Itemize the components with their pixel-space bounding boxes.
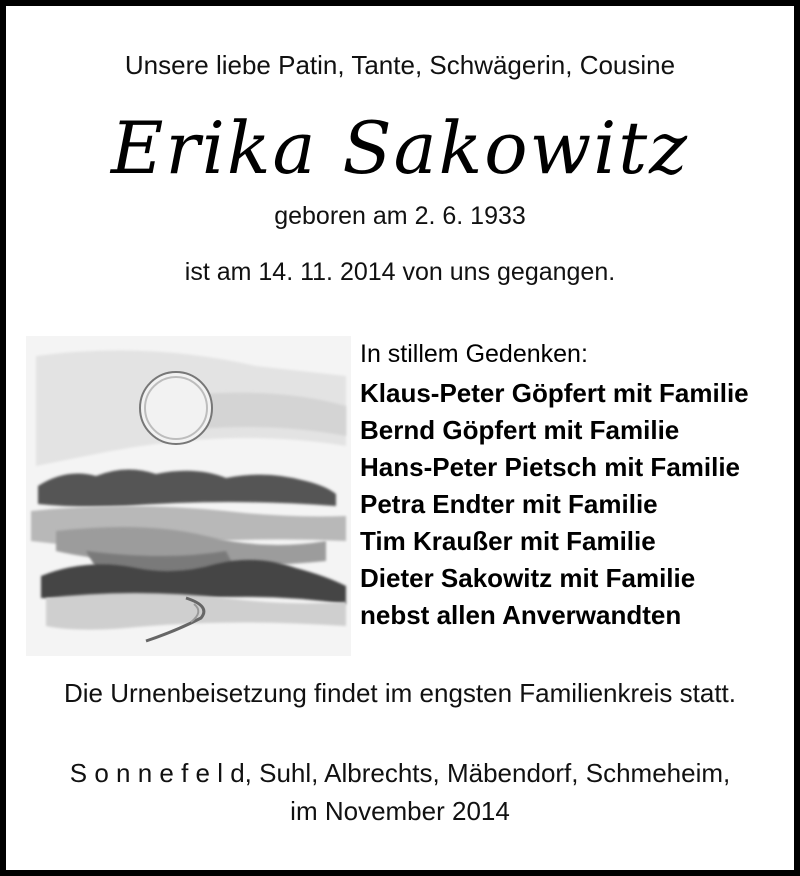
death-date-line: ist am 14. 11. 2014 von uns gegangen. [184, 258, 616, 286]
obituary-notice [6, 6, 794, 870]
deceased-name: Erika Sakowitz [110, 106, 690, 190]
mourner-line: Tim Kraußer mit Familie [360, 526, 656, 556]
mourner-line: Hans-Peter Pietsch mit Familie [360, 452, 741, 482]
intro-line: Unsere liebe Patin, Tante, Schwägerin, Cousine [124, 50, 676, 80]
mourners-heading: In stillem Gedenken: [360, 340, 588, 368]
notice-date: im November 2014 [290, 796, 510, 826]
mourner-line: nebst allen Anverwandten [360, 600, 682, 630]
sunset-landscape-illustration [26, 336, 351, 656]
mourner-line: Dieter Sakowitz mit Familie [360, 563, 696, 593]
burial-note: Die Urnenbeisetzung findet im engsten Familienkreis statt. [64, 678, 736, 708]
places-line: S o n n e f e l d, Suhl, Albrechts, Mäbendorf, Schmeheim, [69, 758, 731, 788]
mourner-line: Petra Endter mit Familie [360, 489, 658, 519]
mourner-line: Klaus-Peter Göpfert mit Familie [360, 378, 749, 408]
mourner-line: Bernd Göpfert mit Familie [360, 415, 680, 445]
mourners-block [360, 340, 780, 634]
birth-date-line: geboren am 2. 6. 1933 [274, 202, 526, 230]
